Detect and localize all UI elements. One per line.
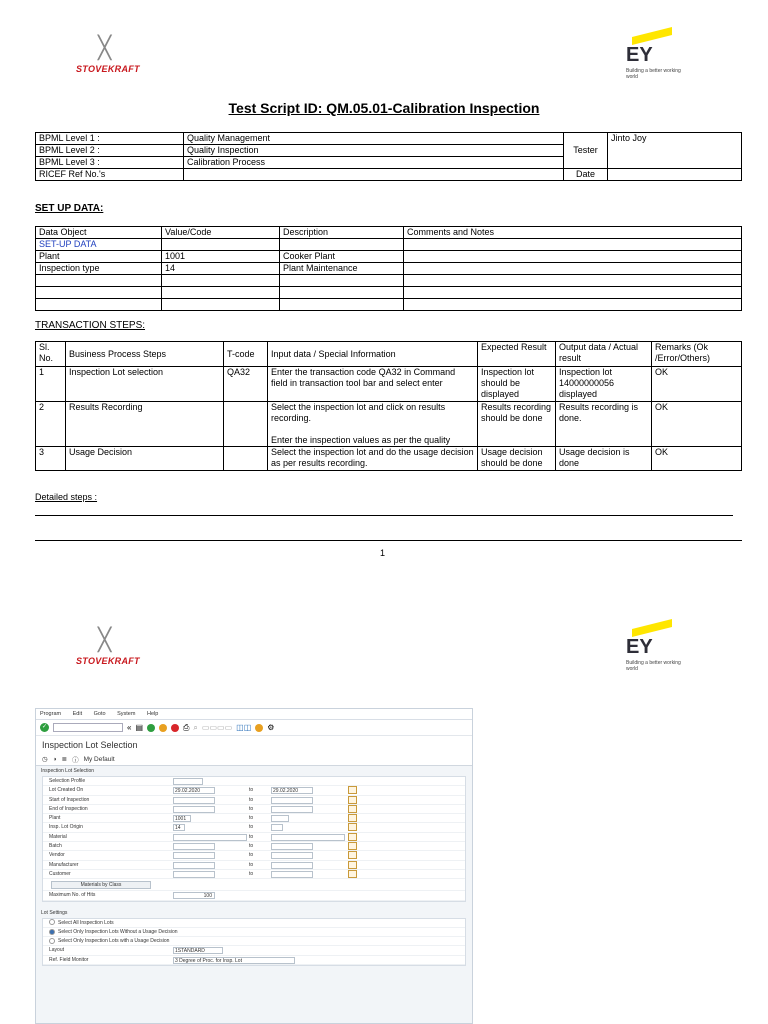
back-green-icon[interactable] (147, 724, 155, 732)
materials-by-class-button[interactable]: Materials by Class (51, 881, 151, 889)
selection-frame (42, 776, 466, 902)
multiple-selection-icon[interactable] (348, 823, 357, 831)
print-icon[interactable]: ⎙ (183, 722, 190, 732)
option-label: Select Only Inspection Lots with a Usage Decision (58, 938, 170, 945)
setup-cell (404, 263, 742, 275)
bpml-table (35, 132, 742, 181)
field-row (43, 861, 465, 870)
variant-icon[interactable]: ◑ (52, 755, 57, 763)
stovekraft-wordmark: STOVEKRAFT (76, 656, 140, 666)
field-label: Manufacturer (49, 861, 79, 868)
multiple-selection-icon[interactable] (348, 851, 357, 859)
steps-header: Output data / Actual result (556, 342, 652, 367)
steps-cell: 2 (36, 402, 66, 447)
bpml-label: BPML Level 1 : (36, 133, 184, 145)
field-to[interactable] (271, 852, 313, 859)
menu-system[interactable]: System (117, 711, 136, 717)
setup-cell (280, 239, 404, 251)
multiple-selection-icon[interactable] (348, 842, 357, 850)
bpml-label: RICEF Ref No.'s (36, 169, 184, 181)
field-to[interactable] (271, 815, 289, 822)
find-icon[interactable]: ⌕ (193, 722, 198, 732)
info-icon[interactable]: ⓘ (72, 756, 79, 764)
radio-icon[interactable] (49, 938, 55, 944)
to-label: to (249, 852, 254, 859)
steps-cell: Select the inspection lot and click on results recording. Enter the inspection values as per the quality (268, 402, 478, 447)
field-to[interactable] (271, 797, 313, 804)
sap-menu-bar (36, 709, 472, 720)
setup-cell (36, 275, 162, 287)
field-row (43, 946, 465, 955)
bpml-value: Quality Management (184, 133, 564, 145)
setup-cell (404, 299, 742, 311)
multiple-selection-icon[interactable] (348, 814, 357, 822)
field-from[interactable] (173, 843, 215, 850)
field-label: Selection Profile (49, 778, 86, 784)
field-row (43, 786, 465, 795)
steps-cell: OK (652, 402, 742, 447)
setup-cell (404, 251, 742, 263)
to-label: to (249, 815, 254, 822)
field-row (43, 814, 465, 823)
field-label: Start of Inspection (49, 796, 90, 803)
steps-cell: Enter the transaction code QA32 in Command field in transaction tool bar and select enter (268, 367, 478, 402)
field-label: Customer (49, 870, 71, 877)
steps-cell: 1 (36, 367, 66, 402)
stovekraft-wordmark: STOVEKRAFT (76, 64, 140, 74)
setup-cell (404, 239, 742, 251)
page-footer-rule (35, 540, 742, 541)
setup-header: Data Object (36, 227, 162, 239)
cancel-icon[interactable] (171, 724, 179, 732)
field-to[interactable] (271, 843, 313, 850)
setup-cell: 1001 (162, 251, 280, 263)
field-to[interactable] (271, 834, 345, 841)
field-label: Layout (49, 947, 65, 954)
ey-wordmark: EY (626, 44, 653, 66)
radio-selected-icon[interactable] (49, 929, 55, 935)
command-field[interactable] (53, 723, 123, 732)
bpml-value (184, 169, 564, 181)
steps-cell: QA32 (224, 367, 268, 402)
setup-cell (162, 287, 280, 299)
setup-cell (162, 239, 280, 251)
list-icon[interactable]: ≣ (61, 756, 68, 763)
steps-header: Expected Result (478, 342, 556, 367)
steps-header: Input data / Special Information (268, 342, 478, 367)
ey-tagline: Building a better working world (626, 68, 681, 80)
field-label: Lot Created On (49, 787, 84, 794)
setup-heading: SET UP DATA: (35, 203, 104, 214)
ey-beam-icon (632, 27, 672, 45)
back-icon[interactable]: « (127, 723, 132, 732)
setup-cell: Plant (36, 251, 162, 263)
setup-cell (162, 299, 280, 311)
tester-label: Tester (564, 133, 608, 169)
field-row (43, 891, 465, 900)
to-label: to (249, 796, 254, 803)
field-row (43, 823, 465, 832)
exit-icon[interactable] (159, 724, 167, 732)
ey-logo (626, 622, 686, 676)
field-row (43, 777, 465, 786)
option-item (49, 919, 114, 928)
group-inspection-lot-selection: Inspection Lot Selection (41, 768, 95, 774)
setup-cell: SET-UP DATA (36, 239, 162, 251)
menu-help[interactable]: Help (146, 711, 159, 717)
bpml-value: Calibration Process (184, 157, 564, 169)
lot-settings-frame (42, 918, 466, 966)
steps-cell: Select the inspection lot and do the usage decision as per results recording. (268, 447, 478, 471)
ey-logo (626, 30, 686, 84)
steps-cell: Usage Decision (66, 447, 224, 471)
setup-cell (36, 287, 162, 299)
setup-header: Value/Code (162, 227, 280, 239)
ey-beam-icon (632, 619, 672, 637)
to-label: to (249, 861, 254, 868)
settings-icon[interactable]: ⚙ (267, 723, 275, 732)
steps-cell (224, 402, 268, 447)
steps-cell: Inspection lot should be displayed (478, 367, 556, 402)
field-row (43, 851, 465, 860)
field-label: Insp. Lot Origin (49, 824, 83, 831)
field-from[interactable] (173, 871, 215, 878)
field-from[interactable]: 29.02.2020 (173, 787, 215, 794)
field-to[interactable]: 29.02.2020 (271, 787, 313, 794)
field-to[interactable] (271, 806, 313, 813)
option-item (49, 937, 169, 946)
steps-cell: 3 (36, 447, 66, 471)
to-label: to (249, 833, 254, 840)
menu-goto[interactable]: Goto (93, 711, 106, 717)
sap-app-toolbar (36, 753, 472, 766)
field-label: Ref. Field Monitor (49, 956, 89, 963)
bpml-label: BPML Level 3 : (36, 157, 184, 169)
field-row (43, 796, 465, 805)
radio-icon[interactable] (49, 919, 55, 925)
steps-cell: Usage decision should be done (478, 447, 556, 471)
setup-cell (280, 275, 404, 287)
field-row (43, 842, 465, 851)
field-from[interactable] (173, 778, 203, 785)
variant-label[interactable]: My Default (83, 755, 115, 763)
menu-edit[interactable]: Edit (72, 711, 83, 717)
multiple-selection-icon[interactable] (348, 861, 357, 869)
multiple-selection-icon[interactable] (348, 833, 357, 841)
field-label: Plant (49, 815, 61, 822)
layout-field[interactable]: 1STANDARD (173, 947, 223, 954)
setup-cell (162, 275, 280, 287)
field-to[interactable] (271, 824, 283, 831)
steps-header: Sl. No. (36, 342, 66, 367)
to-label: to (249, 843, 254, 850)
field-row (43, 956, 465, 965)
setup-table (35, 226, 742, 311)
stovekraft-logo (74, 628, 144, 670)
setup-header: Description (280, 227, 404, 239)
bpml-value: Quality Inspection (184, 145, 564, 157)
field-from[interactable]: 1001 (173, 815, 191, 822)
tester-value: Jinto Joy (608, 133, 742, 169)
to-label: to (249, 870, 254, 877)
steps-header: Remarks (Ok /Error/Others) (652, 342, 742, 367)
steps-cell (224, 447, 268, 471)
bpml-label: BPML Level 2 : (36, 145, 184, 157)
field-row (43, 833, 465, 842)
multiple-selection-icon[interactable] (348, 805, 357, 813)
multiple-selection-icon[interactable] (348, 796, 357, 804)
field-label: Batch (49, 843, 62, 850)
field-label: Maximum No. of Hits (49, 892, 96, 899)
steps-cell: OK (652, 367, 742, 402)
field-to[interactable] (271, 871, 313, 878)
sap-screenshot (35, 708, 473, 1024)
field-label: Material (49, 833, 67, 840)
date-value (608, 169, 742, 181)
steps-table (35, 341, 742, 471)
setup-cell (280, 287, 404, 299)
document-title: Test Script ID: QM.05.01-Calibration Inspection (228, 100, 540, 116)
option-row (43, 928, 465, 937)
max-hits-field[interactable]: 100 (173, 892, 215, 899)
to-label: to (249, 787, 254, 794)
ey-tagline: Building a better working world (626, 660, 681, 672)
to-label: to (249, 805, 254, 812)
field-from[interactable] (173, 797, 215, 804)
steps-cell: Results recording should be done (478, 402, 556, 447)
option-label: Select All Inspection Lots (58, 919, 114, 926)
stovekraft-logo (74, 36, 144, 78)
layout-icon[interactable]: ◫◫ (236, 723, 252, 732)
steps-header: T-code (224, 342, 268, 367)
option-item (49, 928, 178, 937)
field-from[interactable]: 14 (173, 824, 185, 831)
field-label: Vendor (49, 852, 65, 859)
page-number: 1 (380, 548, 386, 558)
setup-header: Comments and Notes (404, 227, 742, 239)
steps-cell: Inspection lot 14000000056 displayed (556, 367, 652, 402)
option-row (43, 919, 465, 928)
stovekraft-mark-icon: ╳ (98, 36, 112, 61)
multiple-selection-icon[interactable] (348, 786, 357, 794)
enter-check-icon[interactable]: ✓ (41, 724, 48, 730)
steps-heading: TRANSACTION STEPS: (35, 320, 146, 331)
field-row (43, 870, 465, 879)
option-label: Select Only Inspection Lots Without a Usage Decision (58, 928, 178, 935)
stovekraft-mark-icon: ╳ (98, 628, 112, 653)
materials-row (43, 879, 465, 891)
menu-program[interactable]: Program (40, 711, 62, 717)
steps-cell: Results recording is done. (556, 402, 652, 447)
steps-cell: Results Recording (66, 402, 224, 447)
setup-cell: Cooker Plant (280, 251, 404, 263)
steps-cell: Usage decision is done (556, 447, 652, 471)
field-to[interactable] (271, 862, 313, 869)
divider (35, 515, 733, 516)
setup-cell (404, 287, 742, 299)
group-lot-settings: Lot Settings (41, 909, 68, 916)
field-row (43, 805, 465, 814)
setup-cell: Inspection type (36, 263, 162, 275)
to-label: to (249, 824, 254, 831)
setup-cell (280, 299, 404, 311)
setup-cell: Plant Maintenance (280, 263, 404, 275)
setup-cell (36, 299, 162, 311)
save-icon[interactable]: ▤ (135, 723, 144, 732)
execute-icon[interactable]: ◷ (42, 756, 48, 763)
steps-cell: Inspection Lot selection (66, 367, 224, 402)
option-row (43, 937, 465, 946)
help-icon[interactable] (255, 724, 263, 732)
steps-header: Business Process Steps (66, 342, 224, 367)
ref-field-monitor-select[interactable]: 3 Degree of Proc. for Insp. Lot (173, 957, 295, 964)
sap-screen-title: Inspection Lot Selection (36, 736, 472, 753)
steps-cell: OK (652, 447, 742, 471)
field-from[interactable] (173, 806, 215, 813)
detailed-steps-label: Detailed steps : (35, 492, 98, 502)
field-from[interactable] (173, 834, 247, 841)
date-label: Date (564, 169, 608, 181)
field-from[interactable] (173, 852, 215, 859)
multiple-selection-icon[interactable] (348, 870, 357, 878)
setup-cell: 14 (162, 263, 280, 275)
page-nav-icon[interactable]: ▭▭▭▭ (201, 723, 233, 732)
sap-toolbar (36, 720, 472, 736)
ey-wordmark: EY (626, 636, 653, 658)
field-label: End of Inspection (49, 805, 88, 812)
setup-cell (404, 275, 742, 287)
field-from[interactable] (173, 862, 215, 869)
